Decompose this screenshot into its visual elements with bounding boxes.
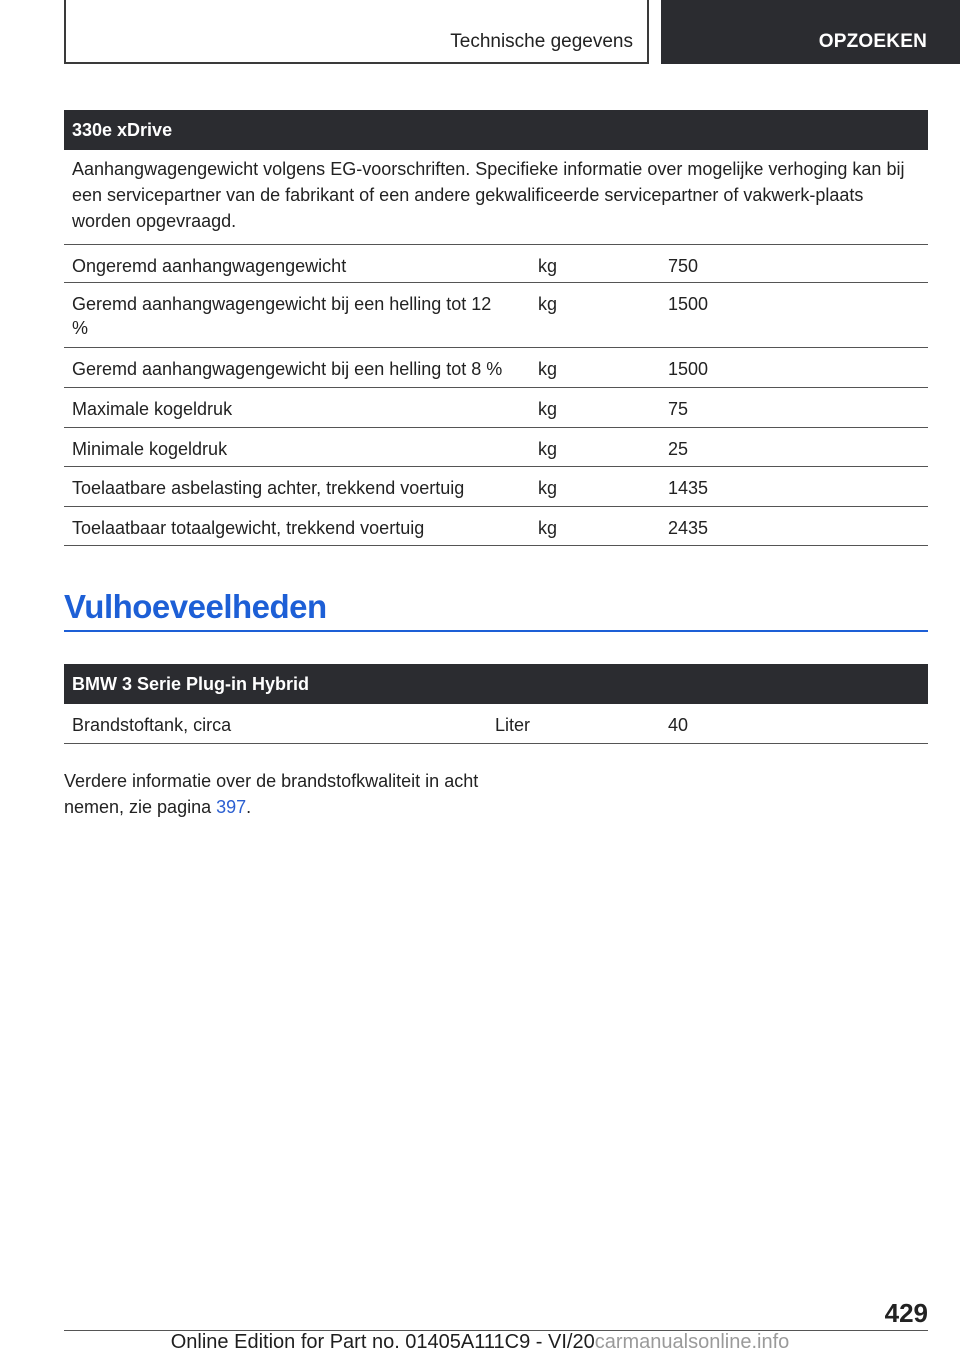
- row-label: Toelaatbare asbelasting achter, trekkend voertuig: [72, 478, 465, 498]
- table-row: [64, 704, 928, 744]
- row-label: Toelaatbaar totaalgewicht, trekkend voertuig: [72, 518, 425, 538]
- row-value: 75: [668, 399, 689, 419]
- page-link[interactable]: 397: [216, 797, 247, 817]
- table-row: [64, 348, 928, 388]
- row-label: Ongeremd aanhangwagengewicht: [72, 256, 347, 276]
- row-label: Geremd aanhangwagengewicht bij een helling tot 12 %: [72, 294, 492, 338]
- row-value: 1500: [668, 359, 709, 379]
- fill-table-title: BMW 3 Serie Plug-in Hybrid: [64, 664, 928, 704]
- table-row: [64, 428, 928, 467]
- table-row: [64, 507, 928, 546]
- row-unit: kg: [538, 478, 558, 498]
- row-label: Geremd aanhangwagengewicht bij een helling tot 8 %: [72, 359, 503, 379]
- row-unit: kg: [538, 359, 558, 379]
- row-label: Brandstoftank, circa: [72, 715, 232, 735]
- row-unit: Liter: [495, 715, 531, 735]
- row-label: Minimale kogeldruk: [72, 439, 228, 459]
- paragraph-end: .: [246, 797, 252, 817]
- paragraph-text: Verdere informatie over de brandstofkwaliteit in acht nemen, zie pagina: [64, 771, 479, 817]
- header-section-title[interactable]: Technische gegevens: [450, 31, 633, 52]
- tow-weight-table: [64, 110, 928, 546]
- table-row: [64, 388, 928, 428]
- footer-text: [0, 1331, 960, 1354]
- row-value: 25: [668, 439, 689, 459]
- header-section-box: [64, 0, 649, 64]
- header-tab-label[interactable]: OPZOEKEN: [818, 31, 927, 52]
- table-row: [64, 245, 928, 283]
- fill-quantities-table: [64, 664, 928, 744]
- section-heading: Vulhoeveelheden: [64, 588, 928, 632]
- table-row: [64, 283, 928, 348]
- row-value: 1500: [668, 294, 709, 314]
- row-value: 40: [668, 715, 689, 735]
- tow-table-note: Aanhangwagengewicht volgens EG-voorschriften. Specifieke informatie over mogelijke verhoging kan bij een servicepartner van de fabrikant of een andere gekwalificeerde servicepartner of vakwerk-plaats worden opgevraagd.: [64, 150, 928, 245]
- tow-table-title: 330e xDrive: [64, 110, 928, 150]
- page-number: 429: [884, 1298, 928, 1328]
- row-value: 750: [668, 256, 699, 276]
- row-label: Maximale kogeldruk: [72, 399, 233, 419]
- watermark: carmanualsonline.info: [594, 1331, 790, 1353]
- row-unit: kg: [538, 294, 558, 314]
- row-unit: kg: [538, 256, 558, 276]
- row-unit: kg: [538, 518, 558, 538]
- row-unit: kg: [538, 439, 558, 459]
- row-value: 1435: [668, 478, 709, 498]
- table-row: [64, 467, 928, 507]
- edition-text: Online Edition for Part no. 01405A111C9 - VI/20: [170, 1331, 595, 1353]
- row-value: 2435: [668, 518, 709, 538]
- fuel-info-paragraph: [64, 768, 484, 820]
- row-unit: kg: [538, 399, 558, 419]
- header-tab-opzoeken[interactable]: [661, 0, 960, 64]
